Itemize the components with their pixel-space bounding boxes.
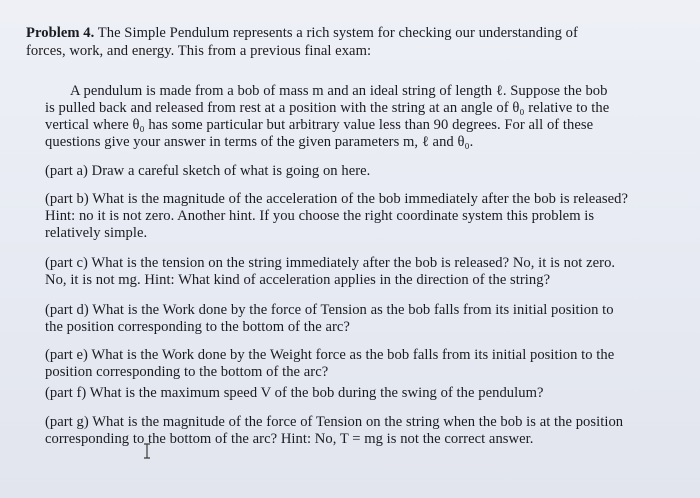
part-d-line1: (part d) What is the Work done by the force of Tension as the bob falls from its initial position to <box>45 302 614 318</box>
part-c-line1: (part c) What is the tension on the string immediately after the bob is released? No, it is not zero. <box>45 255 616 271</box>
part-e-line1: (part e) What is the Work done by the Weight force as the bob falls from its initial position to the <box>45 347 615 363</box>
problem-label: Problem 4. <box>26 25 95 41</box>
part-b-line3: relatively simple. <box>45 225 148 241</box>
part-b-line2: Hint: no it is not zero. Another hint. If you choose the right coordinate system this problem is <box>45 208 595 224</box>
part-g-line2: corresponding to the bottom of the arc? Hint: No, T = mg is not the correct answer. <box>45 431 534 447</box>
setup-line2: is pulled back and released from rest at a position with the string at an angle of θ₀ relative to the <box>45 100 610 116</box>
part-a-text: (part a) Draw a careful sketch of what is going on here. <box>45 163 371 179</box>
setup-line3: vertical where θ₀ has some particular but arbitrary value less than 90 degrees. For all of these <box>45 117 594 133</box>
part-b-line1: (part b) What is the magnitude of the acceleration of the bob immediately after the bob is released? <box>45 191 628 207</box>
setup-line1: A pendulum is made from a bob of mass m and an ideal string of length ℓ. Suppose the bob <box>70 83 608 99</box>
problem-intro-line1: The Simple Pendulum represents a rich system for checking our understanding of <box>97 25 578 41</box>
part-g-line1: (part g) What is the magnitude of the force of Tension on the string when the bob is at the position <box>45 414 624 430</box>
part-c-line2: No, it is not mg. Hint: What kind of acceleration applies in the direction of the string? <box>45 272 551 288</box>
part-f-text: (part f) What is the maximum speed V of the bob during the swing of the pendulum? <box>45 385 544 401</box>
part-e-line2: position corresponding to the bottom of the arc? <box>45 364 329 380</box>
problem-heading-line <box>26 24 578 42</box>
setup-line4: questions give your answer in terms of the given parameters m, ℓ and θ₀. <box>45 134 474 150</box>
problem-intro-line2: forces, work, and energy. This from a previous final exam: <box>26 43 372 59</box>
part-d-line2: the position corresponding to the bottom of the arc? <box>45 319 350 335</box>
text-cursor-icon <box>142 443 152 459</box>
